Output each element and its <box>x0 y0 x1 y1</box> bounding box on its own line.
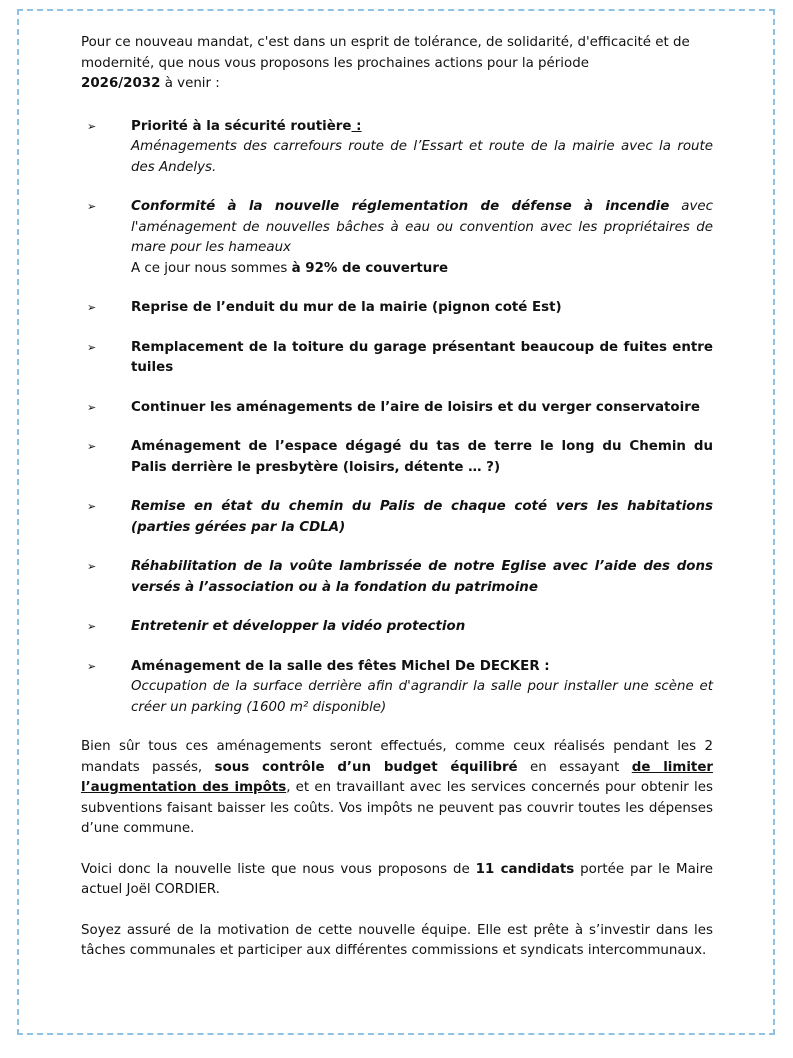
action-title: Aménagement de l’espace dégagé du tas de terre le long du Chemin du Palis derrière le presbytère (loisirs, détente … ?) <box>131 439 713 475</box>
arrow-bullet-icon: ➢ <box>87 400 97 414</box>
intro-paragraph <box>81 33 713 95</box>
arrow-bullet-icon: ➢ <box>87 620 97 633</box>
arrow-bullet-icon: ➢ <box>87 560 97 573</box>
action-item-garage-roof <box>81 338 713 379</box>
arrow-bullet-icon: ➢ <box>87 659 97 673</box>
arrow-bullet-icon: ➢ <box>87 500 97 513</box>
arrow-bullet-icon: ➢ <box>87 119 97 133</box>
action-item-party-hall <box>81 657 713 719</box>
tax-emphasis: de limiter l’augmentation des impôts <box>81 759 714 795</box>
budget-emphasis: sous contrôle d’un budget équilibré <box>214 759 518 775</box>
action-title: Remplacement de la toiture du garage présentant beaucoup de fuites entre tuiles <box>131 339 713 375</box>
intro-text: Pour ce nouveau mandat, c'est dans un esprit de tolérance, de solidarité, d'efficacité et de modernité, que nous vous proposons les prochaines actions pour la période <box>81 35 690 71</box>
closing-paragraph: Soyez assuré de la motivation de cette nouvelle équipe. Elle est prête à s’investir dans les tâches communales et participer aux différentes commissions et syndicats intercommunaux. <box>81 922 713 958</box>
candidate-list-paragraph: Voici donc la nouvelle liste que nous vous proposons de 11 candidats portée par le Maire actuel Joël CORDIER. <box>81 861 713 897</box>
action-title: Réhabilitation de la voûte lambrissée de notre Eglise avec l’aide des dons versés à l’association ou à la fondation du patrimoine <box>131 559 713 595</box>
action-item-road-safety <box>81 117 713 179</box>
action-item-video-protection <box>81 617 713 638</box>
action-title: Remise en état du chemin du Palis de chaque coté vers les habitations (parties gérées par la CDLA) <box>131 499 713 535</box>
action-item-fire-defense <box>81 197 713 279</box>
action-title: Reprise de l’enduit du mur de la mairie (pignon coté Est) <box>131 300 562 315</box>
arrow-bullet-icon: ➢ <box>87 301 97 314</box>
action-title: Entretenir et développer la vidéo protection <box>131 619 466 634</box>
action-title: Conformité à la nouvelle réglementation de défense à incendie <box>131 199 670 214</box>
action-detail: Aménagements des carrefours route de l’Essart et route de la mairie avec la route des Andelys. <box>131 139 713 175</box>
candidate-count: 11 candidats <box>475 861 575 877</box>
action-detail: avec l'aménagement de nouvelles bâches à eau ou convention avec les propriétaires de mare pour les hameaux <box>131 199 713 255</box>
actions-list <box>81 117 713 719</box>
action-title: Aménagement de la salle des fêtes Michel De DECKER : <box>131 658 550 674</box>
action-item-church-vault <box>81 557 713 598</box>
action-detail: Occupation de la surface derrière afin d'agrandir la salle pour installer une scène et créer un parking (1600 m² disponible) <box>131 679 713 715</box>
action-text <box>131 199 713 255</box>
action-item-leisure-area <box>81 398 713 419</box>
arrow-bullet-icon: ➢ <box>87 340 97 354</box>
action-title: Priorité à la sécurité routière : <box>131 118 362 134</box>
action-title: Continuer les aménagements de l’aire de loisirs et du verger conservatoire <box>131 399 700 415</box>
document-body <box>81 33 713 962</box>
action-item-palis-path <box>81 497 713 538</box>
action-note: A ce jour nous sommes à 92% de couverture <box>131 260 449 276</box>
arrow-bullet-icon: ➢ <box>87 440 97 453</box>
intro-suffix: à venir : <box>160 76 220 91</box>
action-item-town-hall-wall <box>81 298 713 319</box>
arrow-bullet-icon: ➢ <box>87 200 97 213</box>
budget-paragraph: Bien sûr tous ces aménagements seront effectués, comme ceux réalisés pendant les 2 mandats passés, sous contrôle d’un budget équilibré en essayant de limiter l’augmentation des impôts, et en travaillant avec les services concernés pour obtenir les subventions faisant baisser les coûts. Vos impôts ne peuvent pas couvrir toutes les dépenses d’une commune. <box>81 739 714 836</box>
action-item-cleared-space <box>81 437 713 478</box>
intro-period: 2026/2032 <box>81 76 161 91</box>
